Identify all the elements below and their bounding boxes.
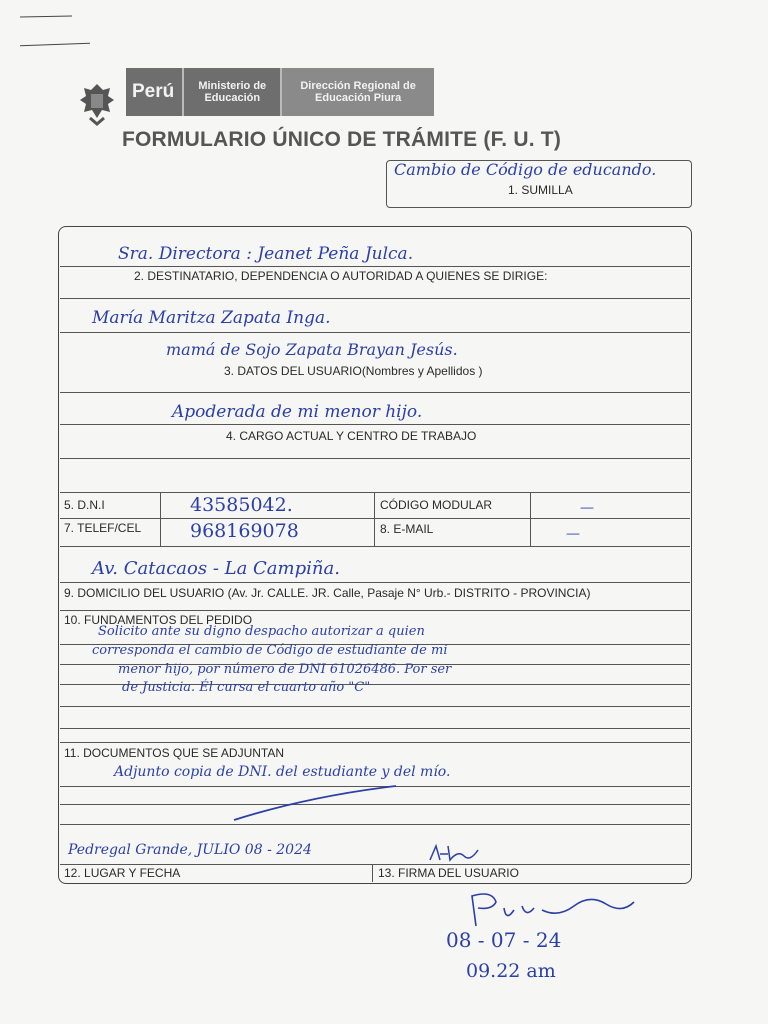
fundamentos-line[interactable]: corresponda el cambio de Código de estudiante de mi (92, 643, 448, 658)
grid-divider (372, 864, 373, 882)
firma-label: 13. FIRMA DEL USUARIO (378, 866, 519, 880)
dni-value[interactable]: 43585042. (190, 494, 293, 516)
codigo-modular-label: CÓDIGO MODULAR (380, 498, 493, 512)
domicilio-label: 9. DOMICILIO DEL USUARIO (Av. Jr. CALLE. JR. Calle, Pasaje N° Urb.- DISTRITO - PROVINCIA) (64, 586, 591, 600)
email-value[interactable]: — (566, 526, 580, 542)
dni-label: 5. D.N.I (64, 498, 105, 512)
domicilio-value[interactable]: Av. Catacaos - La Campiña. (92, 558, 340, 579)
grid-divider (374, 492, 375, 546)
documentos-label: 11. DOCUMENTOS QUE SE ADJUNTAN (64, 746, 285, 760)
grid-divider (530, 492, 531, 546)
divider (60, 266, 690, 267)
telefono-value[interactable]: 968169078 (190, 520, 299, 542)
fundamentos-line[interactable]: de Justicia. Él cursa el cuarto año "C" (122, 680, 371, 695)
divider (60, 492, 690, 493)
divider (60, 610, 690, 611)
divider (60, 424, 690, 425)
ministry-name: Ministerio de Educación (182, 68, 280, 116)
fundamentos-label: 10. FUNDAMENTOS DEL PEDIDO (64, 613, 253, 627)
lugar-fecha-label: 12. LUGAR Y FECHA (64, 866, 181, 880)
fundamentos-line[interactable]: menor hijo, por número de DNI 61026486. Por ser (118, 662, 452, 677)
form-title: FORMULARIO ÚNICO DE TRÁMITE (F. U. T) (122, 128, 562, 151)
divider (60, 728, 690, 729)
codigo-modular-value[interactable]: — (580, 500, 594, 516)
signature-mark (428, 842, 484, 866)
usuario-name-value[interactable]: María Maritza Zapata Inga. (92, 308, 331, 328)
lugar-fecha-value[interactable]: Pedregal Grande, JULIO 08 - 2024 (68, 842, 312, 858)
email-label: 8. E-MAIL (380, 522, 434, 536)
pen-stroke (230, 782, 400, 826)
usuario-label: 3. DATOS DEL USUARIO(Nombres y Apellidos ) (224, 364, 483, 378)
destinatario-label: 2. DESTINATARIO, DEPENDENCIA O AUTORIDAD A QUIENES SE DIRIGE: (134, 269, 548, 283)
peru-coat-of-arms-icon (72, 78, 122, 128)
divider (60, 518, 690, 519)
usuario-relation-value[interactable]: mamá de Sojo Zapata Brayan Jesús. (166, 340, 458, 359)
divider (60, 392, 690, 393)
sumilla-label: 1. SUMILLA (508, 183, 573, 197)
divider (60, 864, 690, 865)
grid-divider (160, 492, 161, 546)
receiver-signature (462, 888, 642, 932)
divider (60, 582, 690, 583)
receipt-time: 09.22 am (466, 960, 556, 982)
documentos-value[interactable]: Adjunto copia de DNI. del estudiante y del mío. (114, 764, 451, 780)
ministry-header-banner (126, 68, 434, 116)
sumilla-value[interactable]: Cambio de Código de educando. (394, 160, 657, 179)
telefono-label: 7. TELEF/CEL (64, 521, 142, 535)
country-name: Perú (132, 81, 175, 102)
divider (60, 298, 690, 299)
corner-pen-mark (20, 43, 90, 46)
fundamentos-line[interactable]: Solicito ante su digno despacho autorizar a quien (98, 624, 425, 639)
divider (60, 332, 690, 333)
divider (60, 742, 690, 743)
divider (60, 706, 690, 707)
cargo-label: 4. CARGO ACTUAL Y CENTRO DE TRABAJO (226, 429, 477, 443)
divider (60, 546, 690, 547)
regional-office-name: Dirección Regional de Educación Piura (280, 68, 434, 116)
corner-pen-mark (20, 16, 72, 18)
receipt-date: 08 - 07 - 24 (446, 928, 562, 952)
divider (60, 458, 690, 459)
destinatario-value[interactable]: Sra. Directora : Jeanet Peña Julca. (118, 244, 414, 264)
cargo-value[interactable]: Apoderada de mi menor hijo. (172, 402, 423, 422)
